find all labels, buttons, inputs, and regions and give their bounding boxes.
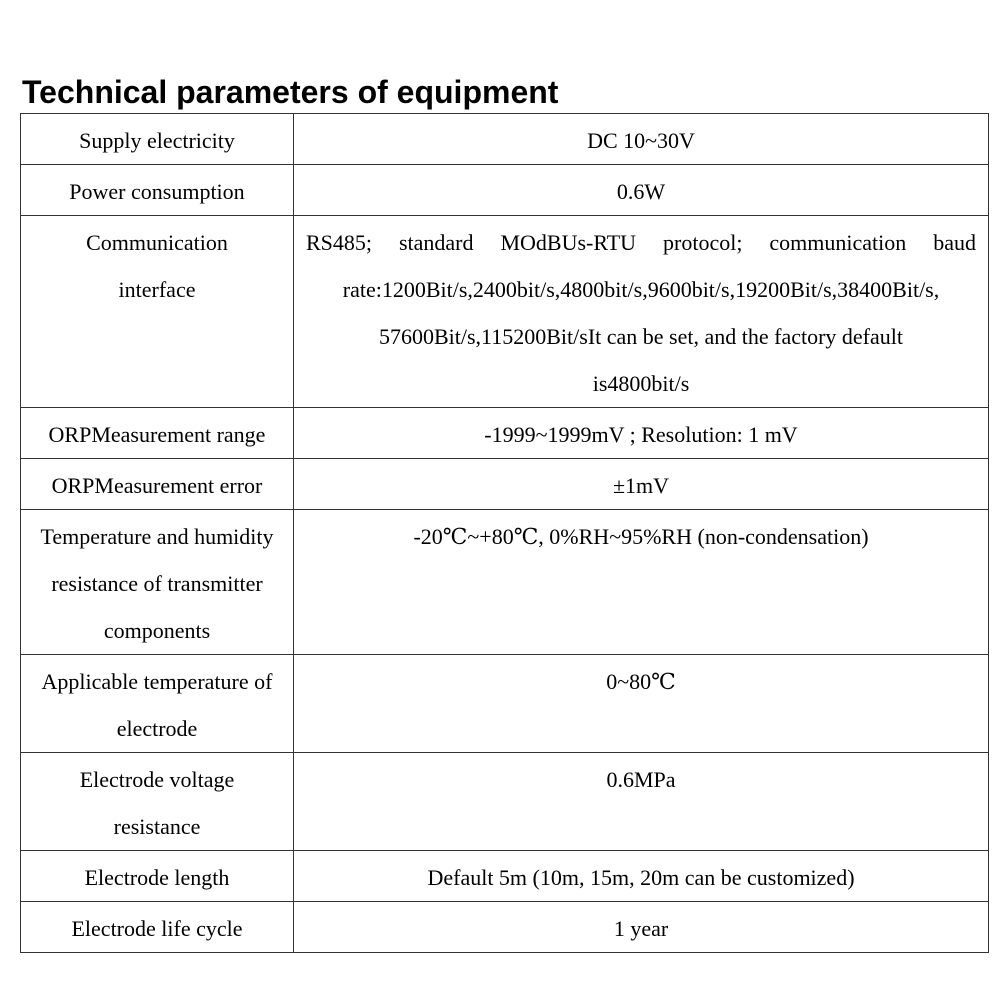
table-row <box>21 165 989 216</box>
table-row <box>21 851 989 902</box>
row-label: Electrode length <box>21 851 294 902</box>
row-value: 1 year <box>294 902 989 953</box>
row-label: Communication interface <box>21 216 294 408</box>
value-line: rate:1200Bit/s,2400bit/s,4800bit/s,9600bit/s,19200Bit/s,38400Bit/s, <box>342 277 940 302</box>
row-value: ±1mV <box>294 459 989 510</box>
row-label: Temperature and humidity resistance of transmitter components <box>21 510 294 655</box>
row-value <box>294 216 989 408</box>
row-label: ORPMeasurement error <box>21 459 294 510</box>
table-row <box>21 655 989 753</box>
row-value: -20℃~+80℃, 0%RH~95%RH (non-condensation) <box>294 510 989 655</box>
row-label: Applicable temperature of electrode <box>21 655 294 753</box>
row-value: 0.6W <box>294 165 989 216</box>
row-label: Supply electricity <box>21 114 294 165</box>
technical-parameters-table <box>20 113 989 953</box>
table-row <box>21 902 989 953</box>
value-line: is4800bit/s <box>592 371 690 396</box>
value-line: RS485; standard MOdBUs-RTU protocol; communication baud <box>306 230 976 255</box>
value-line: 57600Bit/s,115200Bit/sIt can be set, and the factory default <box>378 324 903 349</box>
row-value: 0~80℃ <box>294 655 989 753</box>
row-label: Electrode voltage resistance <box>21 753 294 851</box>
table-row <box>21 216 989 408</box>
table-row <box>21 510 989 655</box>
row-value: Default 5m (10m, 15m, 20m can be customized) <box>294 851 989 902</box>
table-row <box>21 408 989 459</box>
row-value: -1999~1999mV ; Resolution: 1 mV <box>294 408 989 459</box>
page-title: Technical parameters of equipment <box>22 74 559 110</box>
row-value: 0.6MPa <box>294 753 989 851</box>
row-label: ORPMeasurement range <box>21 408 294 459</box>
table-row <box>21 459 989 510</box>
table-row <box>21 114 989 165</box>
table-row <box>21 753 989 851</box>
row-label: Electrode life cycle <box>21 902 294 953</box>
row-label: Power consumption <box>21 165 294 216</box>
row-value: DC 10~30V <box>294 114 989 165</box>
